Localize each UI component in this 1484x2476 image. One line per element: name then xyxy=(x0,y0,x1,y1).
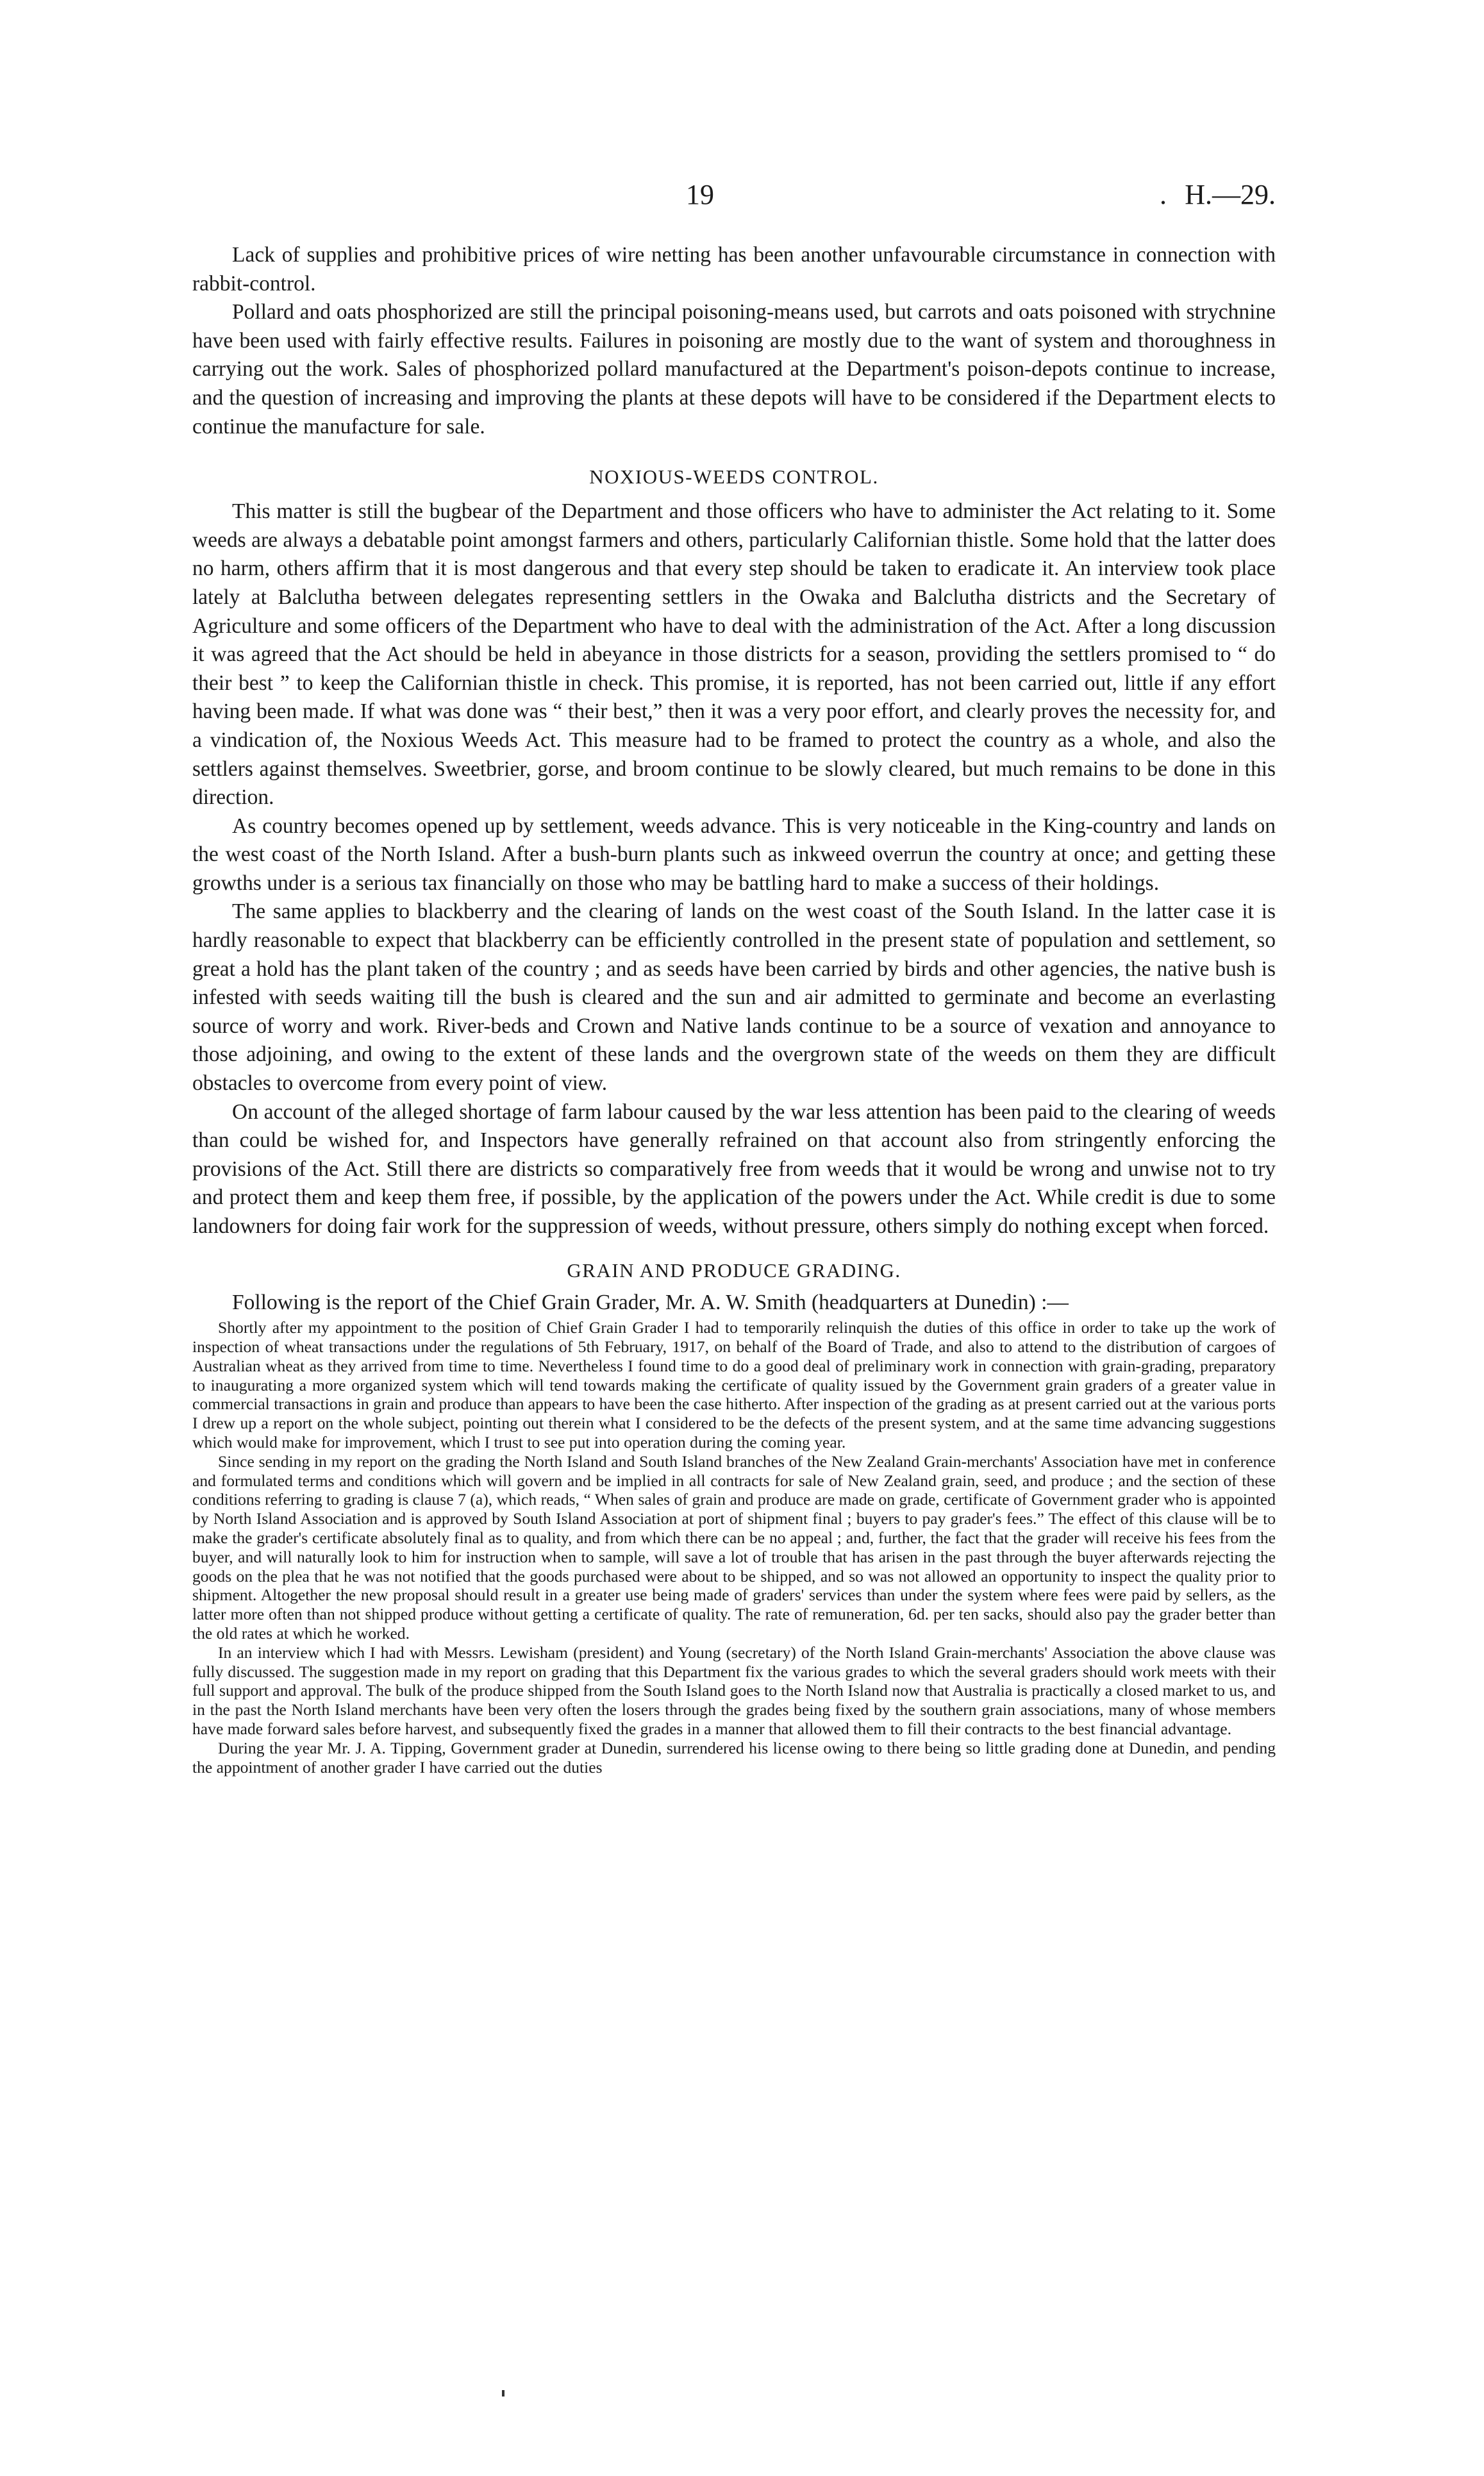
report-intro: Following is the report of the Chief Grain Grader, Mr. A. W. Smith (headquarters at Dunedin) :— xyxy=(232,1290,1069,1314)
report-paragraph: Since sending in my report on the grading the North Island and South Island branches of the New Zealand Grain-merchants' Association have met in conference and formulated terms and conditions which will govern and be implied in all contracts for sale of New Zealand grain, seed, and produce ; and the section of these conditions referring to grading is clause 7 (a), which reads, “ When sales of grain and produce are made on grade, certificate of Government grader who is appointed by North Island Association and is approved by South Island Association at port of shipment final ; buyers to pay grader's fees.” The effect of this clause will be to make the grader's certificate absolutely final as to quality, and from which there can be no appeal ; and, further, the fact that the grader will receive his fees from the buyer, and will naturally look to him for instruction when to sample, will save a lot of trouble that has arisen in the past through the buyer afterwards rejecting the goods on the plea that he was not notified that the goods purchased were about to be shipped, and so was not allowed an opportunity to inspect the quality prior to shipment. Altogether the new proposal should result in a greater use being made of graders' services than under the system where fees were paid by sellers, as the latter more often than not shipped produce without getting a certificate of quality. The rate of remuneration, 6d. per ten sacks, should also pay the grader better than the old rates at which he worked. xyxy=(192,1451,1276,1643)
section-heading-noxious-weeds: NOXIOUS-WEEDS CONTROL. xyxy=(589,465,879,489)
document-page xyxy=(192,178,1276,1777)
rabbit-control-section xyxy=(192,241,1276,441)
paragraph: On account of the alleged shortage of farm labour caused by the war less attention has been paid to the clearing of weeds than could be wished for, and Inspectors have generally refrained on that account also from stringently enforcing the provisions of the Act. Still there are districts so comparatively free from weeds that it would be wrong and unwise not to try and protect them and keep them free, if possible, by the application of the powers under the Act. While credit is due to some landowners for doing fair work for the suppression of weeds, without pressure, others simply do nothing except when forced. xyxy=(192,1100,1276,1238)
paragraph: Pollard and oats phosphorized are still the principal poisoning-means used, but carrots and oats poisoned with strychnine have been used with fairly effective results. Failures in poisoning are mostly due to the want of system and thoroughness in carrying out the work. Sales of phosphorized pollard manufactured at the Department's poison-depots continue to increase, and the question of increasing and improving the plants at these depots will have to be considered if the Department elects to continue the manufacture for sale. xyxy=(192,300,1276,439)
paragraph: Lack of supplies and prohibitive prices of wire netting has been another unfavourable circumstance in connection with rabbit-control. xyxy=(192,243,1276,296)
report-paragraph: During the year Mr. J. A. Tipping, Government grader at Dunedin, surrendered his license owing to there being so little grading done at Dunedin, and pending the appointment of another grader I have carried out the duties xyxy=(192,1738,1276,1777)
report-paragraph: Shortly after my appointment to the position of Chief Grain Grader I had to temporarily relinquish the duties of this office in order to take up the work of inspection of wheat transactions under the regulations of 5th February, 1917, on behalf of the Board of Trade, and also to attend to the distribution of cargoes of Australian wheat as they arrived from time to time. Nevertheless I found time to do a good deal of preliminary work in connection with grain-grading, preparatory to inaugurating a more organized system which will tend towards making the certificate of quality issued by the Government grain graders of a greater value in commercial transactions in grain and produce than appears to have been the case hitherto. After inspection of the grading as at present carried out at the various ports I drew up a report on the whole subject, pointing out therein what I considered to be the defects of the present system, and at the same time advancing suggestions which would make for improvement, which I trust to see put into operation during the coming year. xyxy=(192,1318,1276,1451)
section-heading-grain-grading: GRAIN AND PRODUCE GRADING. xyxy=(567,1259,901,1282)
paragraph: As country becomes opened up by settlement, weeds advance. This is very noticeable in the King-country and lands on the west coast of the North Island. After a bush-burn plants such as inkweed overrun the country at once; and getting these growths under is a serious tax financially on those who may be battling hard to make a success of their holdings. xyxy=(192,814,1276,895)
page-header xyxy=(192,178,1276,224)
document-reference: H.—29. xyxy=(1185,179,1276,210)
noxious-weeds-section xyxy=(192,498,1276,1241)
page-ref-dot: . xyxy=(1160,179,1167,210)
footer-mark xyxy=(502,2390,504,2397)
report-paragraph: In an interview which I had with Messrs. Lewisham (president) and Young (secretary) of the North Island Grain-merchants' Association the above clause was fully discussed. The suggestion made in my report on grading that this Department fix the various grades to which the several graders should work meets with their full support and approval. The bulk of the produce shipped from the South Island goes to the North Island now that Australia is practically a closed market to us, and in the past the North Island merchants have been very often the losers through the grades being fixed by the southern grain associations, many of whose members have made forward sales before harvest, and subsequently fixed the grades in a manner that allowed them to fill their contracts to the best financial advantage. xyxy=(192,1643,1276,1738)
paragraph: The same applies to blackberry and the clearing of lands on the west coast of the South Island. In the latter case it is hardly reasonable to expect that blackberry can be efficiently controlled in the present state of population and settlement, so great a hold has the plant taken of the country ; and as seeds have been carried by birds and other agencies, the native bush is infested with seeds waiting till the bush is cleared and the sun and air admitted to germinate and become an everlasting source of worry and work. River-beds and Crown and Native lands continue to be a source of vexation and annoyance to those adjoining, and owing to the extent of these lands and the overgrown state of the weeds on them they are difficult obstacles to overcome from every point of view. xyxy=(192,899,1276,1096)
paragraph: This matter is still the bugbear of the Department and those officers who have to administer the Act relating to it. Some weeds are always a debatable point amongst farmers and others, particularly Californian thistle. Some hold that the latter does no harm, others affirm that it is most dangerous and that every step should be taken to eradicate it. An interview took place lately at Balclutha between delegates representing settlers in the Owaka and Balclutha districts and the Secretary of Agriculture and some officers of the Department who have to deal with the administration of the Act. After a long discussion it was agreed that the Act should be held in abeyance in those districts for a season, providing the settlers promised to “ do their best ” to keep the Californian thistle in check. This promise, it is reported, has not been carried out, little if any effort having been made. If what was done was “ their best,” then it was a very poor effort, and clearly proves the necessity for, and a vindication of, the Noxious Weeds Act. This measure had to be framed to protect the country as a whole, and also the settlers against themselves. Sweetbrier, gorse, and broom continue to be slowly cleared, but much remains to be done in this direction. xyxy=(192,499,1276,810)
grain-report-section xyxy=(192,1318,1276,1777)
page-number: 19 xyxy=(686,179,714,210)
